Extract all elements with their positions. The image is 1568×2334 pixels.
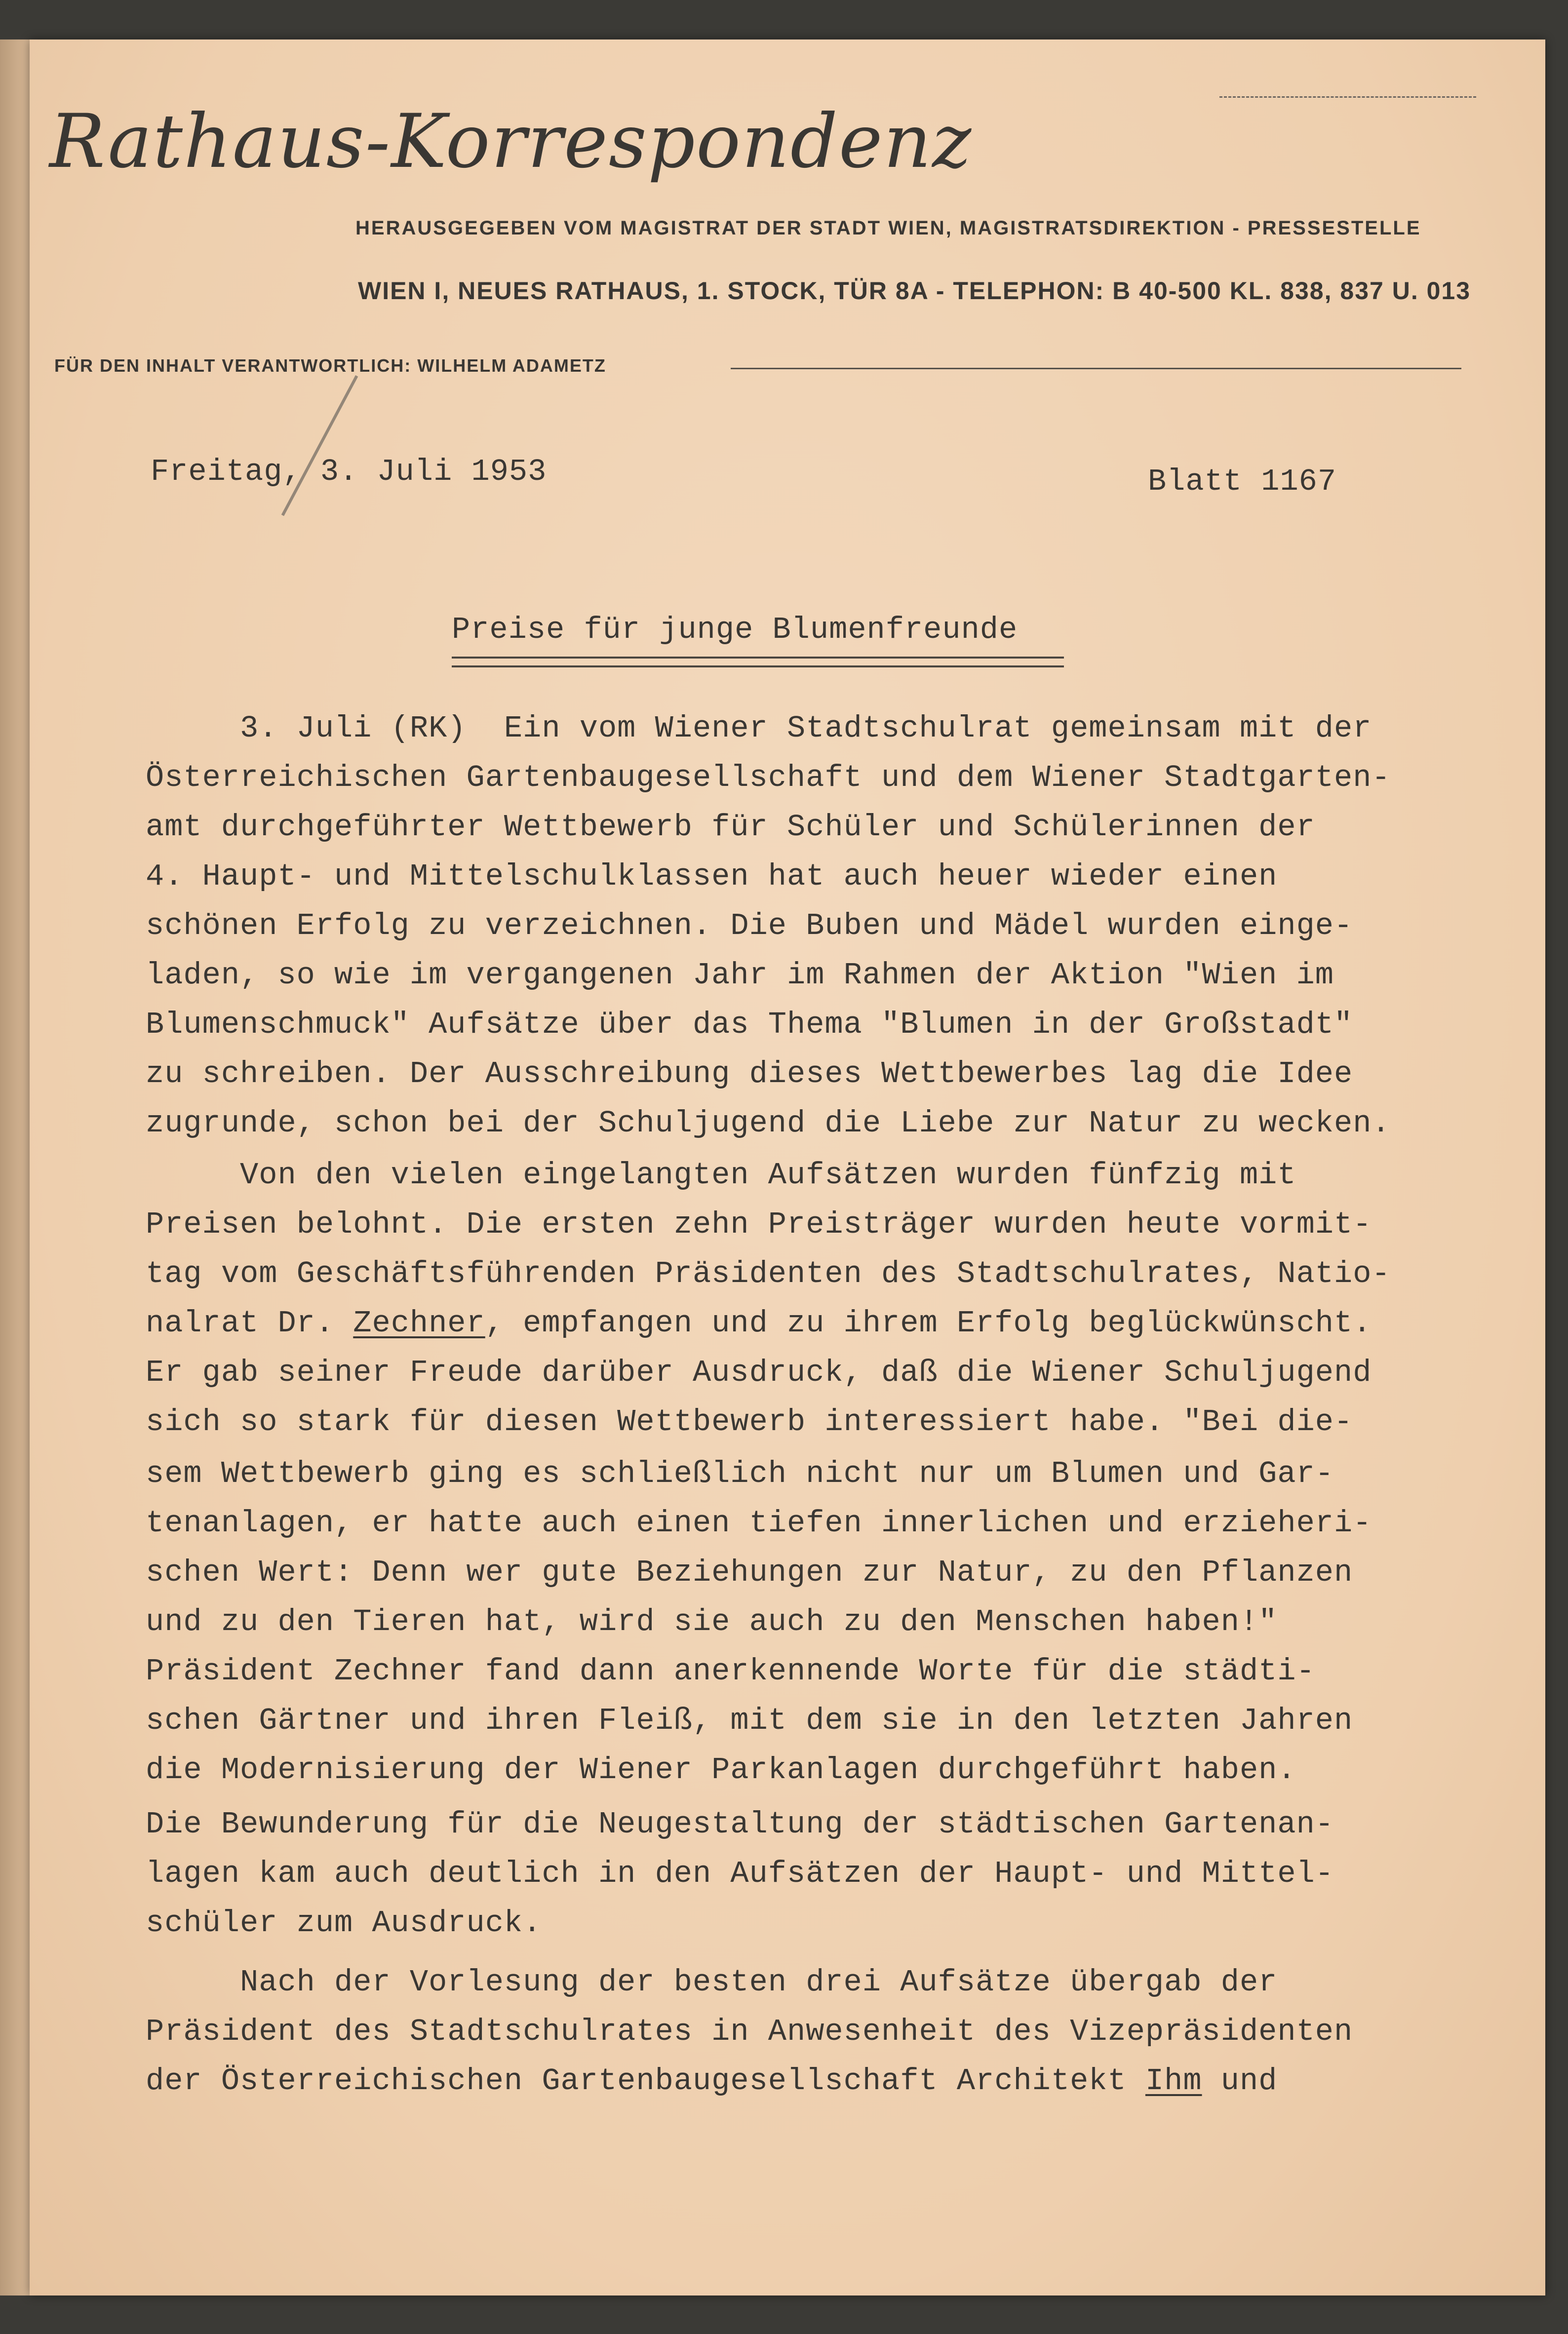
- body-line: Nach der Vorlesung der besten drei Aufsätze übergab der: [146, 1965, 1278, 2000]
- document-date: Freitag, 3. Juli 1953: [151, 454, 547, 489]
- body-line: nalrat Dr. Zechner, empfangen und zu ihrem Erfolg beglückwünscht.: [146, 1306, 1372, 1341]
- body-line: Präsident des Stadtschulrates in Anwesenheit des Vizepräsidenten: [146, 2014, 1353, 2049]
- body-line: schen Wert: Denn wer gute Beziehungen zur Natur, zu den Pflanzen: [146, 1555, 1353, 1590]
- title-double-underline: [452, 657, 1064, 667]
- body-line: tenanlagen, er hatte auch einen tiefen innerlichen und erzieheri-: [146, 1506, 1372, 1541]
- address-line: WIEN I, NEUES RATHAUS, 1. STOCK, TÜR 8A - TELEPHON: B 40-500 KL. 838, 837 U. 013: [358, 277, 1471, 305]
- body-line: und zu den Tieren hat, wird sie auch zu den Menschen haben!": [146, 1604, 1278, 1639]
- body-line: Präsident Zechner fand dann anerkennende Worte für die städti-: [146, 1654, 1315, 1689]
- underlined-name: Ihm: [1145, 2063, 1202, 2099]
- header-rule: [731, 368, 1461, 369]
- decorative-dash: [1219, 96, 1476, 98]
- body-line: Österreichischen Gartenbaugesellschaft und dem Wiener Stadtgarten-: [146, 760, 1391, 795]
- body-line: sem Wettbewerb ging es schließlich nicht nur um Blumen und Gar-: [146, 1456, 1334, 1491]
- body-line: der Österreichischen Gartenbaugesellschaft Architekt Ihm und: [146, 2063, 1278, 2099]
- binding-spine: [0, 39, 30, 2295]
- body-line: schen Gärtner und ihren Fleiß, mit dem sie in den letzten Jahren: [146, 1703, 1353, 1738]
- body-line: schüler zum Ausdruck.: [146, 1906, 542, 1941]
- body-line: 4. Haupt- und Mittelschulklassen hat auch heuer wieder einen: [146, 859, 1278, 894]
- body-line: 3. Juli (RK) Ein vom Wiener Stadtschulrat gemeinsam mit der: [146, 711, 1372, 746]
- underlined-name: Zechner: [353, 1306, 485, 1341]
- body-line: lagen kam auch deutlich in den Aufsätzen der Haupt- und Mittel-: [146, 1856, 1334, 1891]
- body-line: Von den vielen eingelangten Aufsätzen wurden fünfzig mit: [146, 1158, 1296, 1193]
- body-line: tag vom Geschäftsführenden Präsidenten des Stadtschulrates, Natio-: [146, 1256, 1391, 1291]
- article-title: Preise für junge Blumenfreunde: [452, 612, 1018, 647]
- body-line: laden, so wie im vergangenen Jahr im Rahmen der Aktion "Wien im: [146, 958, 1334, 993]
- body-line: Blumenschmuck" Aufsätze über das Thema "Blumen in der Großstadt": [146, 1007, 1353, 1042]
- body-line: Er gab seiner Freude darüber Ausdruck, daß die Wiener Schuljugend: [146, 1355, 1372, 1390]
- body-line: sich so stark für diesen Wettbewerb interessiert habe. "Bei die-: [146, 1404, 1353, 1439]
- body-line: Die Bewunderung für die Neugestaltung der städtischen Gartenan-: [146, 1807, 1334, 1842]
- body-line: die Modernisierung der Wiener Parkanlagen durchgeführt haben.: [146, 1752, 1296, 1788]
- body-line: zugrunde, schon bei der Schuljugend die Liebe zur Natur zu wecken.: [146, 1106, 1391, 1141]
- body-line: zu schreiben. Der Ausschreibung dieses Wettbewerbes lag die Idee: [146, 1056, 1353, 1091]
- masthead-title: Rathaus-Korrespondenz: [49, 99, 973, 185]
- body-line: Preisen belohnt. Die ersten zehn Preisträger wurden heute vormit-: [146, 1207, 1372, 1242]
- body-line: amt durchgeführter Wettbewerb für Schüler und Schülerinnen der: [146, 810, 1315, 845]
- sheet-number: Blatt 1167: [1148, 464, 1337, 499]
- body-line: schönen Erfolg zu verzeichnen. Die Buben und Mädel wurden einge-: [146, 908, 1353, 943]
- publisher-line: HERAUSGEGEBEN VOM MAGISTRAT DER STADT WIEN, MAGISTRATSDIREKTION - PRESSESTELLE: [355, 217, 1421, 239]
- responsible-line: FÜR DEN INHALT VERANTWORTLICH: WILHELM ADAMETZ: [54, 355, 606, 376]
